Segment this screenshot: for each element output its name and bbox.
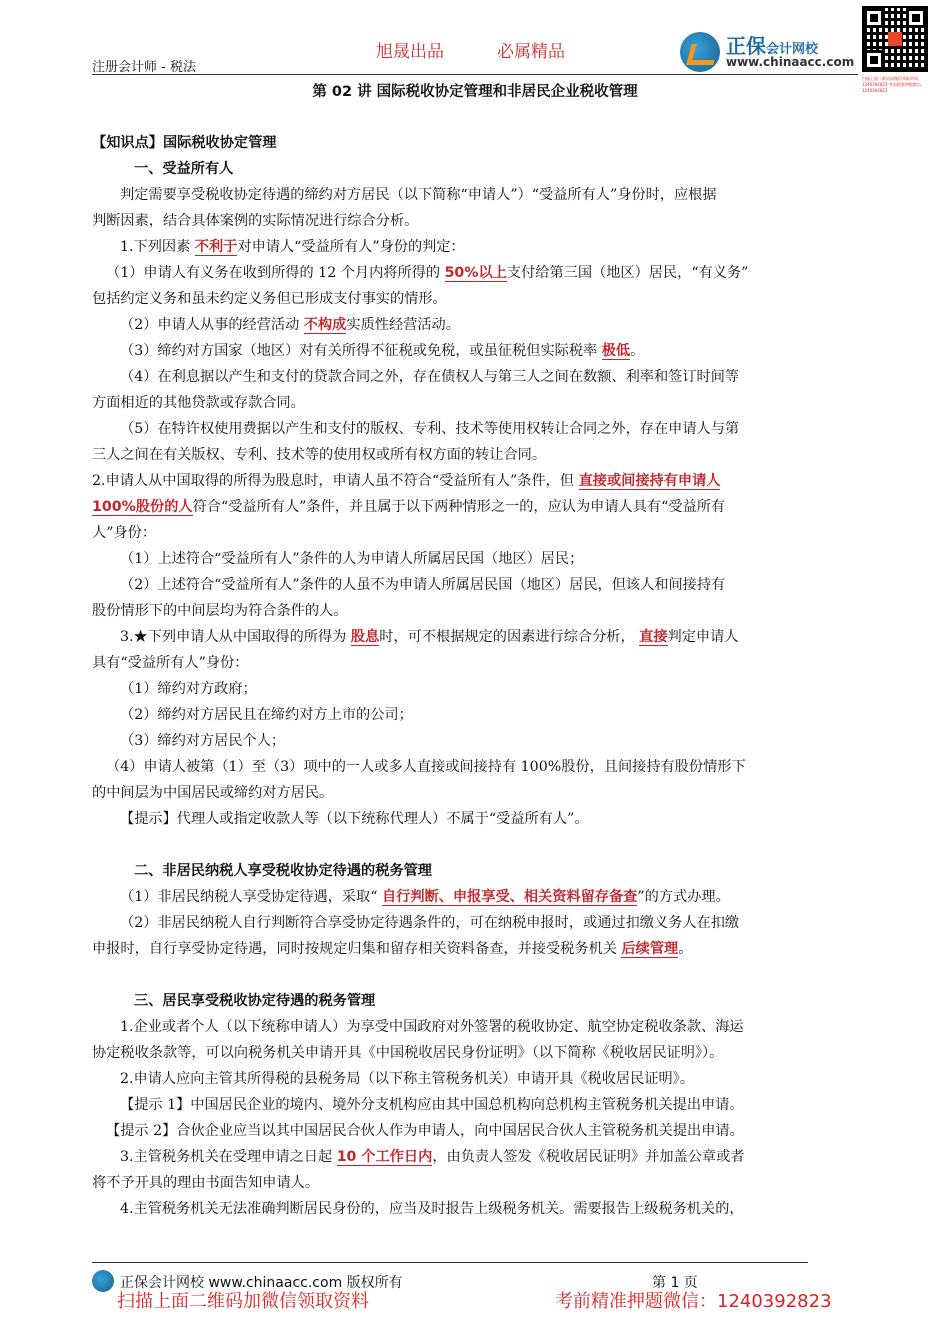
document-body	[92, 130, 858, 1222]
text: 实质性经营活动。	[346, 317, 460, 333]
text: （1）申请人有义务在收到所得的 12 个月内将所得的	[106, 265, 445, 281]
qr-finder-icon	[906, 8, 926, 28]
paragraph: 将不予开具的理由书面告知申请人。	[92, 1175, 320, 1191]
text: ，由负责人签发《税收居民证明》并加盖公章或者	[432, 1149, 745, 1165]
text: （1）非居民纳税人享受协定待遇，采取“	[120, 889, 382, 905]
key-term: 不利于	[194, 239, 238, 255]
footer-copyright: 正保会计网校 www.chinaacc.com 版权所有	[120, 1275, 403, 1291]
paragraph: 人”身份：	[92, 525, 157, 541]
key-term: 后续管理	[621, 941, 679, 957]
text: 对申请人“受益所有人”身份的判定：	[237, 239, 465, 255]
text: （2）申请人从事的经营活动	[120, 317, 304, 333]
key-term: 直接	[639, 629, 668, 645]
text: 3.★下列申请人从中国取得的所得为	[120, 629, 351, 645]
text: 时，可不根据规定的因素进行综合分析，	[379, 629, 640, 645]
paragraph: （4）在利息据以产生和支付的贷款合同之外，存在债权人与第三人之间在数额、利率和签订时间等	[120, 369, 740, 385]
paragraph: （2）缔约对方居民且在缔约对方上市的公司；	[120, 707, 413, 723]
paragraph	[92, 234, 858, 260]
logo-brand-sub: 会计网校	[766, 42, 819, 57]
qr-caption: 扫描上面二维码加微信领取资料，1240392823 考前精准押题微信，1240392823	[862, 76, 925, 93]
tip-note: 【提示】代理人或指定收款人等（以下统称代理人）不属于“受益所有人”。	[120, 811, 589, 827]
qr-finder-icon	[864, 50, 884, 70]
footer-logo-icon	[92, 1270, 114, 1292]
paragraph: 判断因素，结合具体案例的实际情况进行综合分析。	[92, 213, 419, 229]
paragraph: 具有“受益所有人”身份：	[92, 655, 249, 671]
paragraph	[92, 312, 858, 338]
paragraph: （1）缔约对方政府；	[120, 681, 257, 697]
paragraph	[92, 494, 858, 520]
logo-emblem-icon	[680, 32, 720, 72]
paragraph: （4）申请人被第（1）至（3）项中的一人或多人直接或间接持有 100%股份，且间接持有股份情形下	[106, 759, 746, 775]
qr-code-icon	[862, 6, 928, 72]
text: 2.申请人从中国取得的所得为股息时，申请人虽不符合“受益所有人”条件，但	[92, 473, 579, 489]
paragraph: 协定税收条款等，可以向税务机关申请开具《中国税收居民身份证明》（以下简称《税收居民证明》）。	[92, 1045, 724, 1061]
paragraph: 2.申请人应向主管其所得税的县税务局（以下称主管税务机关）申请开具《税收居民证明》。	[120, 1071, 694, 1087]
lecture-title: 第 02 讲 国际税收协定管理和非居民企业税收管理	[312, 84, 638, 100]
key-term: 50%以上	[444, 265, 507, 281]
key-term: 不构成	[303, 317, 347, 333]
slogan-right: 必属精品	[497, 42, 565, 62]
text: （3）缔约对方国家（地区）对有关所得不征税或免税，或虽征税但实际税率	[120, 343, 602, 359]
paragraph: 4.主管税务机关无法准确判断居民身份的，应当及时报告上级税务机关。需要报告上级税务机关的，	[120, 1201, 744, 1217]
logo-brand-main: 正保	[726, 34, 766, 58]
paragraph: （3）缔约对方居民个人；	[120, 733, 286, 749]
course-label: 注册会计师 - 税法	[92, 60, 196, 75]
logo-url: www.chinaacc.com	[726, 55, 855, 69]
paragraph: 包括约定义务和虽未约定义务但已形成支付事实的情形。	[92, 291, 447, 307]
promo-right: 考前精准押题微信：1240392823	[555, 1291, 832, 1312]
section-heading: 三、居民享受税收协定待遇的税务管理	[134, 993, 376, 1009]
paragraph	[92, 338, 858, 364]
paragraph: （2）非居民纳税人自行判断符合享受协定待遇条件的，可在纳税申报时，或通过扣缴义务人在扣缴	[120, 915, 740, 931]
page-number: 第 1 页	[652, 1275, 698, 1291]
paragraph: 判定需要享受税收协定待遇的缔约对方居民（以下简称“申请人”）“受益所有人”身份时，应根据	[120, 187, 717, 203]
text: 1.下列因素	[120, 239, 195, 255]
promo-left: 扫描上面二维码加微信领取资料	[117, 1291, 369, 1312]
paragraph	[92, 624, 858, 650]
text: ”的方式办理。	[637, 889, 730, 905]
footer-divider	[92, 1262, 808, 1263]
key-term: 股息	[350, 629, 380, 645]
paragraph: （1）上述符合“受益所有人”条件的人为申请人所属居民国（地区）居民；	[120, 551, 584, 567]
text: 3.主管税务机关在受理申请之日起	[120, 1149, 337, 1165]
paragraph	[92, 1144, 858, 1170]
paragraph	[92, 260, 858, 286]
knowledge-point-heading: 【知识点】国际税收协定管理	[92, 135, 277, 151]
text: 申报时，自行享受协定待遇，同时按规定归集和留存相关资料备查，并接受税务机关	[92, 941, 622, 957]
paragraph: 方面相近的其他贷款或存款合同。	[92, 395, 305, 411]
text: 。	[630, 343, 645, 359]
paragraph: 三人之间在有关版权、专利、技术等的使用权或所有权方面的转让合同。	[92, 447, 547, 463]
chinaacc-logo[interactable]	[680, 30, 858, 74]
key-term: 极低	[601, 343, 631, 359]
paragraph: 的中间层为中国居民或缔约对方居民。	[92, 785, 334, 801]
tip-note: 【提示 2】合伙企业应当以其中国居民合伙人作为申请人，向中国居民合伙人主管税务机关提出申请。	[106, 1123, 744, 1139]
text: 支付给第三国（地区）居民，“有义务”	[506, 265, 749, 281]
tip-note: 【提示 1】中国居民企业的境内、境外分支机构应由其中国总机构向总机构主管税务机关提出申请。	[120, 1097, 744, 1113]
section-heading: 二、非居民纳税人享受税收协定待遇的税务管理	[134, 863, 432, 879]
paragraph	[92, 884, 858, 910]
key-term: 自行判断、申报享受、相关资料留存备查	[381, 889, 638, 905]
key-term: 100%股份的人	[92, 499, 193, 515]
text: 。	[678, 941, 693, 957]
header-divider	[92, 74, 858, 75]
key-term: 直接或间接持有申请人	[578, 473, 721, 489]
paragraph	[92, 468, 858, 494]
section-heading: 一、受益所有人	[134, 161, 234, 177]
spacer	[92, 832, 858, 858]
spacer	[92, 962, 858, 988]
paragraph: 股份情形下的中间层均为符合条件的人。	[92, 603, 348, 619]
text: 符合“受益所有人”条件，并且属于以下两种情形之一的，应认为申请人具有“受益所有	[192, 499, 726, 515]
qr-center-badge-icon	[888, 32, 902, 46]
slogan-left: 旭晟出品	[376, 42, 444, 62]
text: 判定申请人	[667, 629, 739, 645]
qr-finder-icon	[864, 8, 884, 28]
paragraph: （2）上述符合“受益所有人”条件的人虽不为申请人所属居民国（地区）居民，但该人和间接持有	[120, 577, 726, 593]
paragraph	[92, 936, 858, 962]
paragraph: 1.企业或者个人（以下统称申请人）为享受中国政府对外签署的税收协定、航空协定税收条款、海运	[120, 1019, 744, 1035]
key-term: 10 个工作日内	[336, 1149, 433, 1165]
paragraph: （5）在特许权使用费据以产生和支付的版权、专利、技术等使用权转让合同之外，存在申请人与第	[120, 421, 740, 437]
